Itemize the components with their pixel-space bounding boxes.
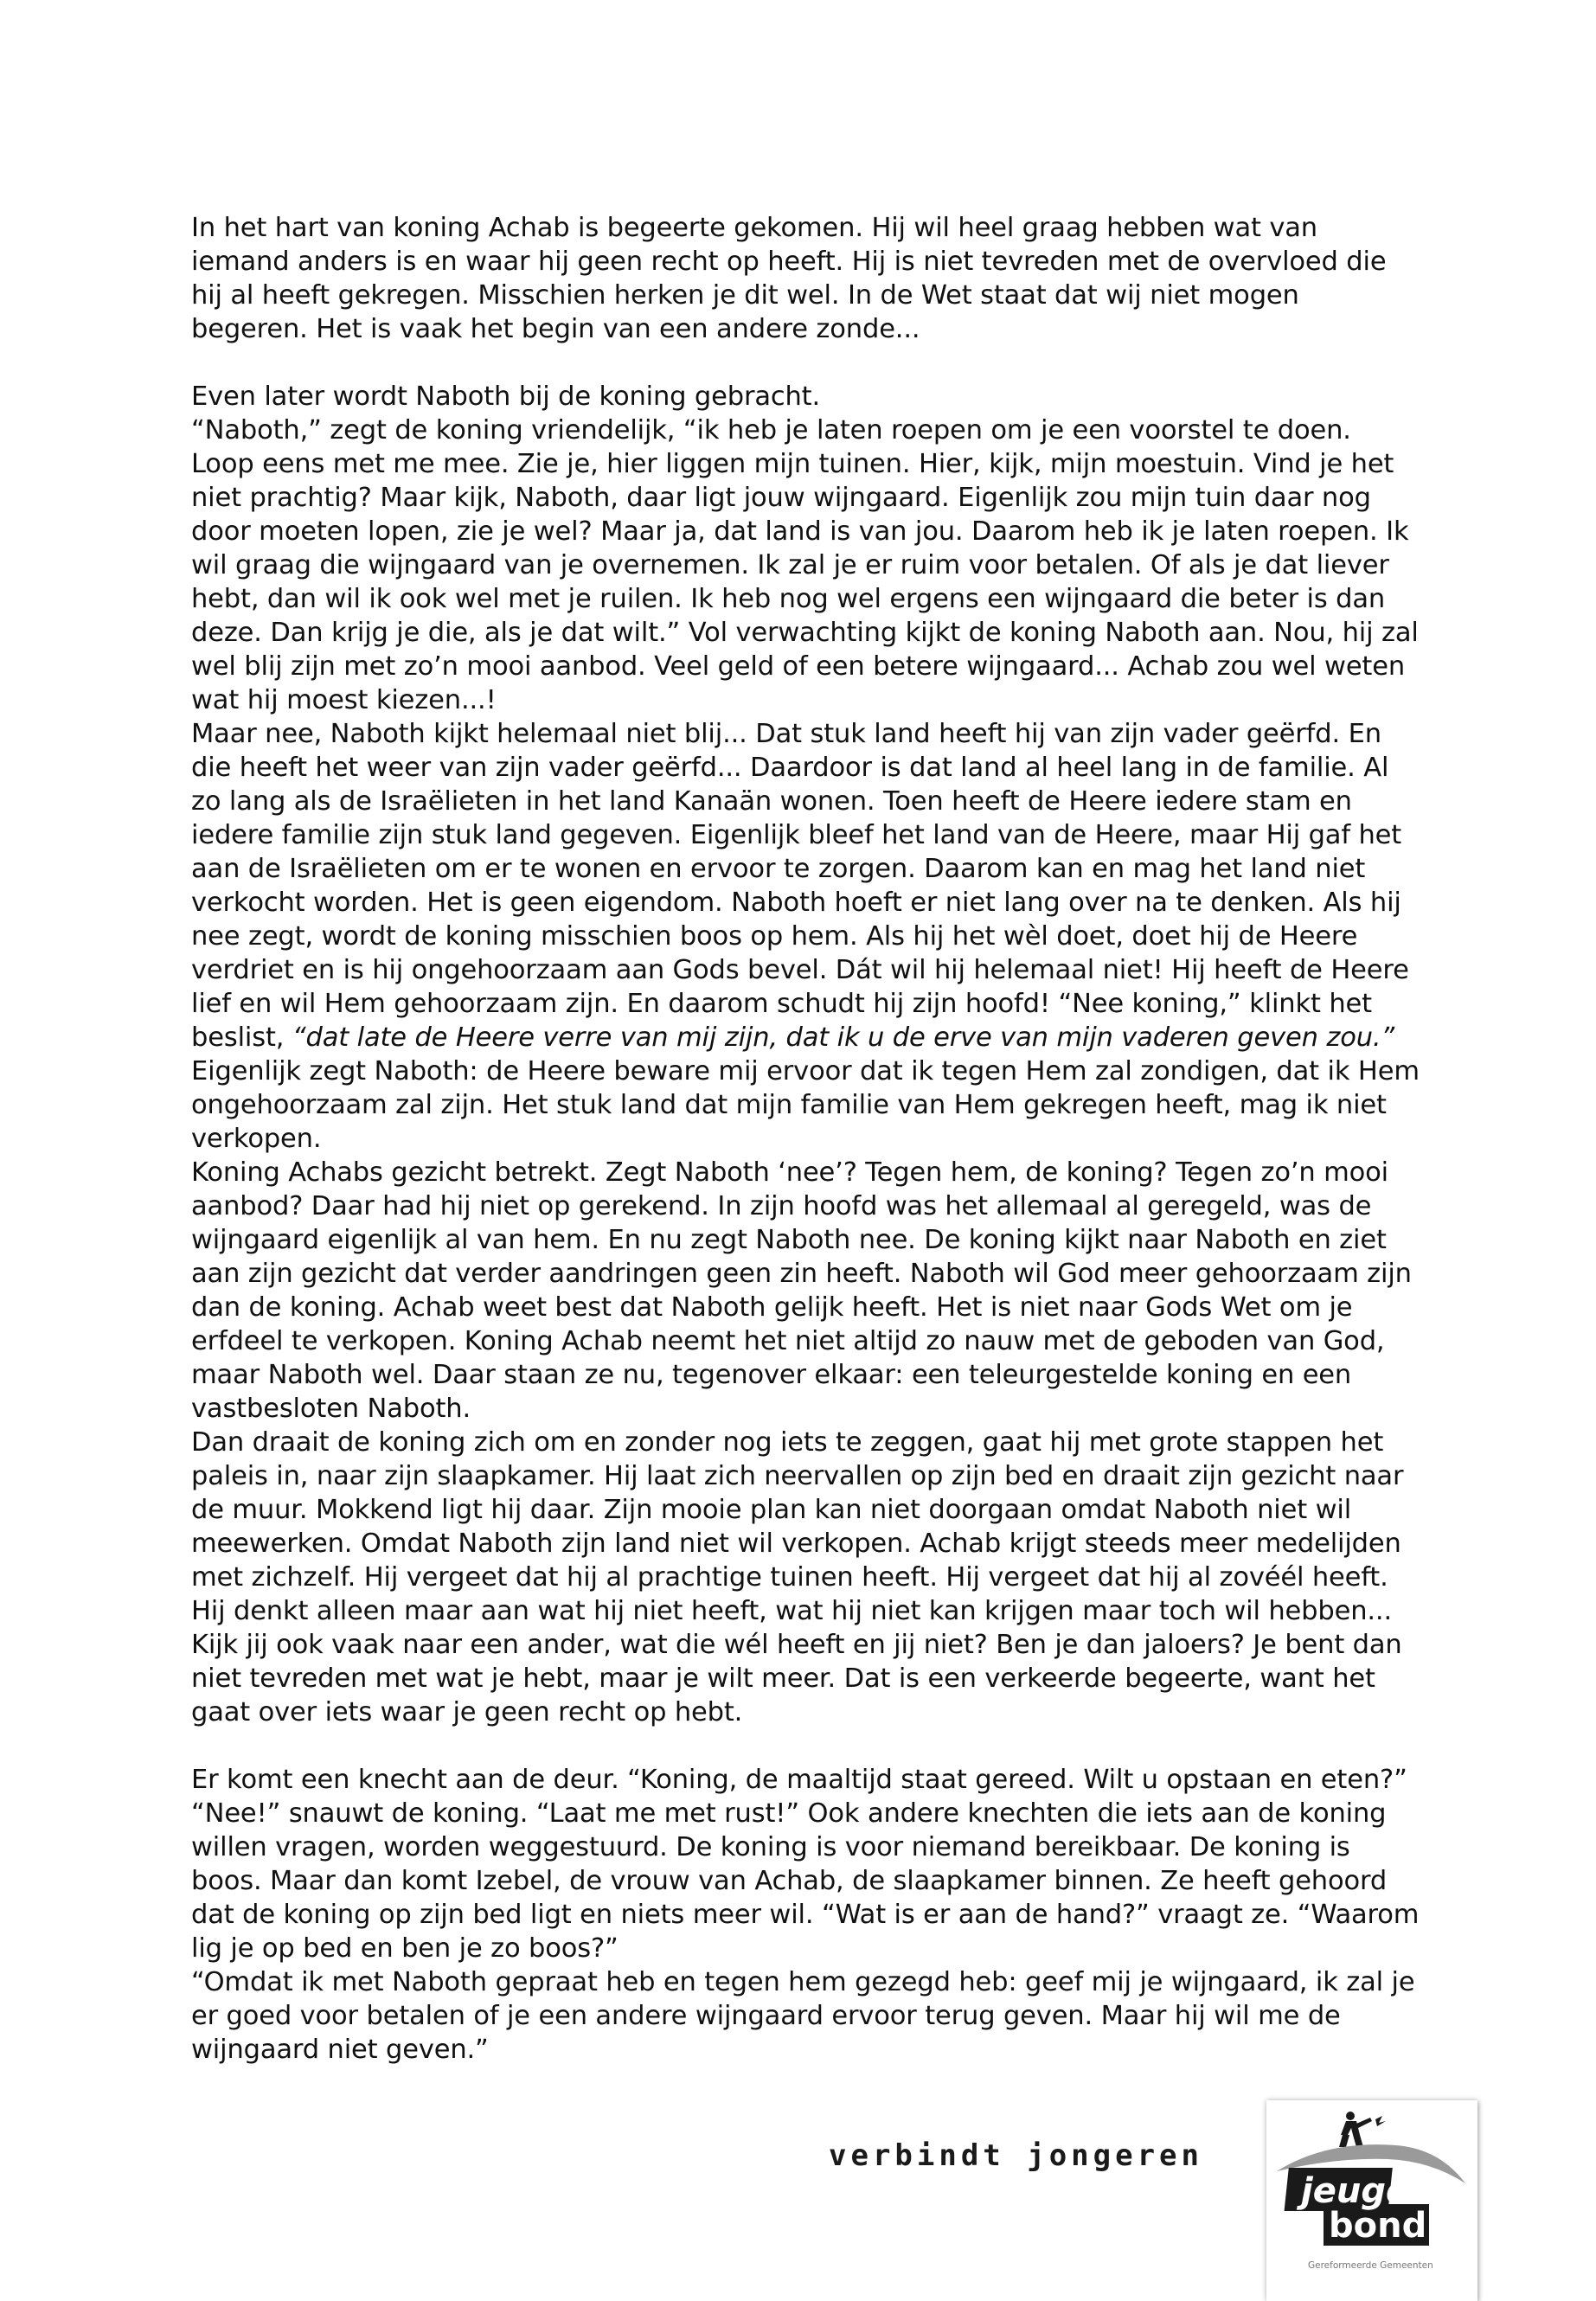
paragraph-king-offer: “Naboth,” zegt de koning vriendelijk, “ik heb je laten roepen om je een voorstel te doen. Loop eens met me mee. Zie je, hier liggen mijn tuinen. Hier, kijk, mijn moestuin. Vind je het niet prachtig? Maar kijk, Naboth, daar ligt jouw wijngaard. Eigenlijk zou mijn tuin daar nog door moeten lopen, zie je wel? Maar ja, dat land is van jou. Daarom heb ik je laten roepen. Ik wil graag die wijngaard van je overnemen. Ik zal je er ruim voor betalen. Of als je dat liever hebt, dan wil ik ook wel met je ruilen. Ik heb nog wel ergens een wijngaard die beter is dan deze. Dan krijg je die, als je dat wilt.” Vol verwachting kijkt de koning Naboth aan. Nou, hij zal wel blij zijn met zo’n mooi aanbod. Veel geld of een betere wijngaard... Achab zou wel weten wat hij moest kiezen...! [191,415,1419,715]
paragraph-king-reaction: Koning Achabs gezicht betrekt. Zegt Naboth ‘nee’? Tegen hem, de koning? Tegen zo’n mooi aanbod? Daar had hij niet op gerekend. In zijn hoofd was het allemaal al geregeld, was de wijngaard eigenlijk al van hem. En nu zegt Naboth nee. De koning kijkt naar Naboth en ziet aan zijn gezicht dat verder aandringen geen zin heeft. Naboth wil God meer gehoorzaam zijn dan de koning. Achab weet best dat Naboth gelijk heeft. Het is niet naar Gods Wet om je erfdeel te verkopen. Koning Achab neemt het niet altijd zo nauw met de geboden van God, maar Naboth wel. Daar staan ze nu, tegenover elkaar: een teleurgestelde koning en een vastbesloten Naboth. [191,1157,1412,1424]
paragraph-izebel: “Nee!” snauwt de koning. “Laat me met rust!” Ook andere knechten die iets aan de koning willen vragen, worden weggestuurd. De koning is voor niemand bereikbaar. De koning is boos. Maar dan komt Izebel, de vrouw van Achab, de slaapkamer binnen. Ze heeft gehoord dat de koning op zijn bed ligt en niets meer wil. “Wat is er aan de hand?” vraagt ze. “Waarom lig je op bed en ben je zo boos?” [191,1798,1420,1964]
refusal-text-after: Eigenlijk zegt Naboth: de Heere beware mij ervoor dat ik tegen Hem zal zondigen, dat ik Hem ongehoorzaam zal zijn. Het stuk land dat mijn familie van Hem gekregen heeft, mag ik niet verkopen. [191,1056,1420,1154]
paragraph-achab-answer: “Omdat ik met Naboth gepraat heb en tegen hem gezegd heb: geef mij je wijngaard, ik zal je er goed voor betalen of je een andere wijngaard ervoor terug geven. Maar hij wil me de wijngaard niet geven.” [191,1967,1415,2065]
logo-word-bond: bond [1329,2206,1427,2246]
logo-word-jeugd: jeugd [1301,2171,1411,2211]
jeugdbond-logo [1266,2100,1477,2301]
paragraph-naboth-brought: Even later wordt Naboth bij de koning gebracht. [191,381,821,412]
refusal-text-before: Maar nee, Naboth kijkt helemaal niet blij... Dat stuk land heeft hij van zijn vader geërfd. En die heeft het weer van zijn vader geërfd... Daardoor is dat land al heel lang in de familie. Al zo lang als de Israëlieten in het land Kanaän wonen. Toen heeft de Heere iedere stam en iedere familie zijn stuk land gegeven. Eigenlijk bleef het land van de Heere, maar Hij gaf het aan de Israëlieten om er te wonen en ervoor te zorgen. Daarom kan en mag het land niet verkocht worden. Het is geen eigendom. Naboth hoeft er niet lang over na te denken. Als hij nee zegt, wordt de koning misschien boos op hem. Als hij het wèl doet, doet hij de Heere verdriet en is hij ongehoorzaam aan Gods bevel. Dát wil hij helemaal niet! Hij heeft de Heere lief en wil Hem gehoorzaam zijn. En daarom schudt hij zijn hoofd! “Nee koning,” klinkt het beslist, [191,719,1409,1053]
footer-slogan: verbindt jongeren [829,2138,1203,2173]
scripture-quote: “dat late de Heere verre van mij zijn, dat ik u de erve van mijn vaderen geven zou.” [292,1022,1395,1053]
jeugdbond-logo-graphic [1266,2100,1477,2301]
paragraph-intro: In het hart van koning Achab is begeerte gekomen. Hij wil heel graag hebben wat van iemand anders is en waar hij geen recht op heeft. Hij is niet tevreden met de overvloed die hij al heeft gekregen. Misschien herken je dit wel. In de Wet staat dat wij niet mogen begeren. Het is vaak het begin van een andere zonde... [191,213,1387,344]
story-text [191,211,1420,2067]
paragraph-reader-question: Kijk jij ook vaak naar een ander, wat die wél heeft en jij niet? Ben je dan jaloers? Je bent dan niet tevreden met wat je hebt, maar je wilt meer. Dat is een verkeerde begeerte, want het gaat over iets waar je geen recht op hebt. [191,1630,1402,1727]
paragraph-servant: Er komt een knecht aan de deur. “Koning, de maaltijd staat gereed. Wilt u opstaan en eten?” [191,1765,1407,1795]
paragraph-naboth-refuses [191,717,1420,1156]
paragraph-king-sulks: Dan draait de koning zich om en zonder nog iets te zeggen, gaat hij met grote stappen het paleis in, naar zijn slaapkamer. Hij laat zich neervallen op zijn bed en draait zijn gezicht naar de muur. Mokkend ligt hij daar. Zijn mooie plan kan niet doorgaan omdat Naboth niet wil meewerken. Omdat Naboth zijn land niet wil verkopen. Achab krijgt steeds meer medelijden met zichzelf. Hij vergeet dat hij al prachtige tuinen heeft. Hij vergeet dat hij al zovéél heeft. Hij denkt alleen maar aan wat hij niet heeft, wat hij niet kan krijgen maar toch wil hebben... [191,1427,1404,1626]
logo-tagline: Gereformeerde Gemeenten [1308,2260,1433,2271]
